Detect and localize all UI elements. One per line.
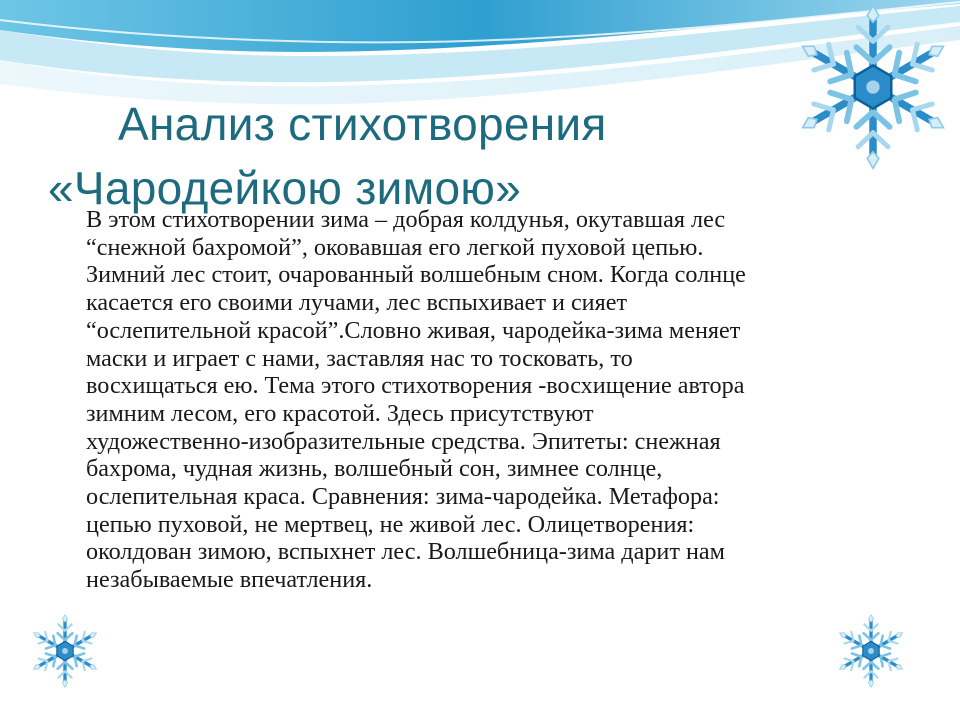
snowflake-icon bbox=[28, 614, 102, 688]
body-line: незабываемые впечатления. bbox=[86, 566, 373, 594]
body-line: “ослепительной красой”.Словно живая, чародейка-зима меняет bbox=[86, 316, 741, 344]
body-line: маски и играет с нами, заставляя нас то тосковать, то bbox=[86, 344, 633, 372]
title-line-2: «Чародейкою зимою» bbox=[48, 162, 522, 214]
body-line: “снежной бахромой”, оковавшая его легкой пуховой цепью. bbox=[86, 233, 704, 261]
body-paragraph bbox=[86, 206, 891, 594]
snowflake-icon bbox=[834, 614, 908, 688]
title-line-1: Анализ стихотворения bbox=[118, 98, 607, 150]
body-line: касается его своими лучами, лес вспыхивает и сияет bbox=[86, 289, 628, 317]
body-line: художественно-изобразительные средства. Эпитеты: снежная bbox=[86, 427, 721, 455]
body-line: Зимний лес стоит, очарованный волшебным сном. Когда солнце bbox=[86, 261, 746, 289]
body-line: зимним лесом, его красотой. Здесь присутствуют bbox=[86, 399, 594, 427]
body-line: цепью пуховой, не мертвец, не живой лес. Олицетворения: bbox=[86, 510, 695, 538]
snowflake-icon bbox=[790, 4, 956, 170]
body-line: околдован зимою, вспыхнет лес. Волшебница-зима дарит нам bbox=[86, 538, 725, 566]
body-line: ослепительная краса. Сравнения: зима-чародейка. Метафора: bbox=[86, 483, 720, 511]
body-line: бахрома, чудная жизнь, волшебный сон, зимнее солнце, bbox=[86, 455, 663, 483]
body-line: В этом стихотворении зима – добрая колдунья, окутавшая лес bbox=[86, 206, 726, 233]
slide-title bbox=[48, 92, 708, 220]
body-line: восхищаться ею. Тема этого стихотворения -восхищение автора bbox=[86, 372, 745, 400]
